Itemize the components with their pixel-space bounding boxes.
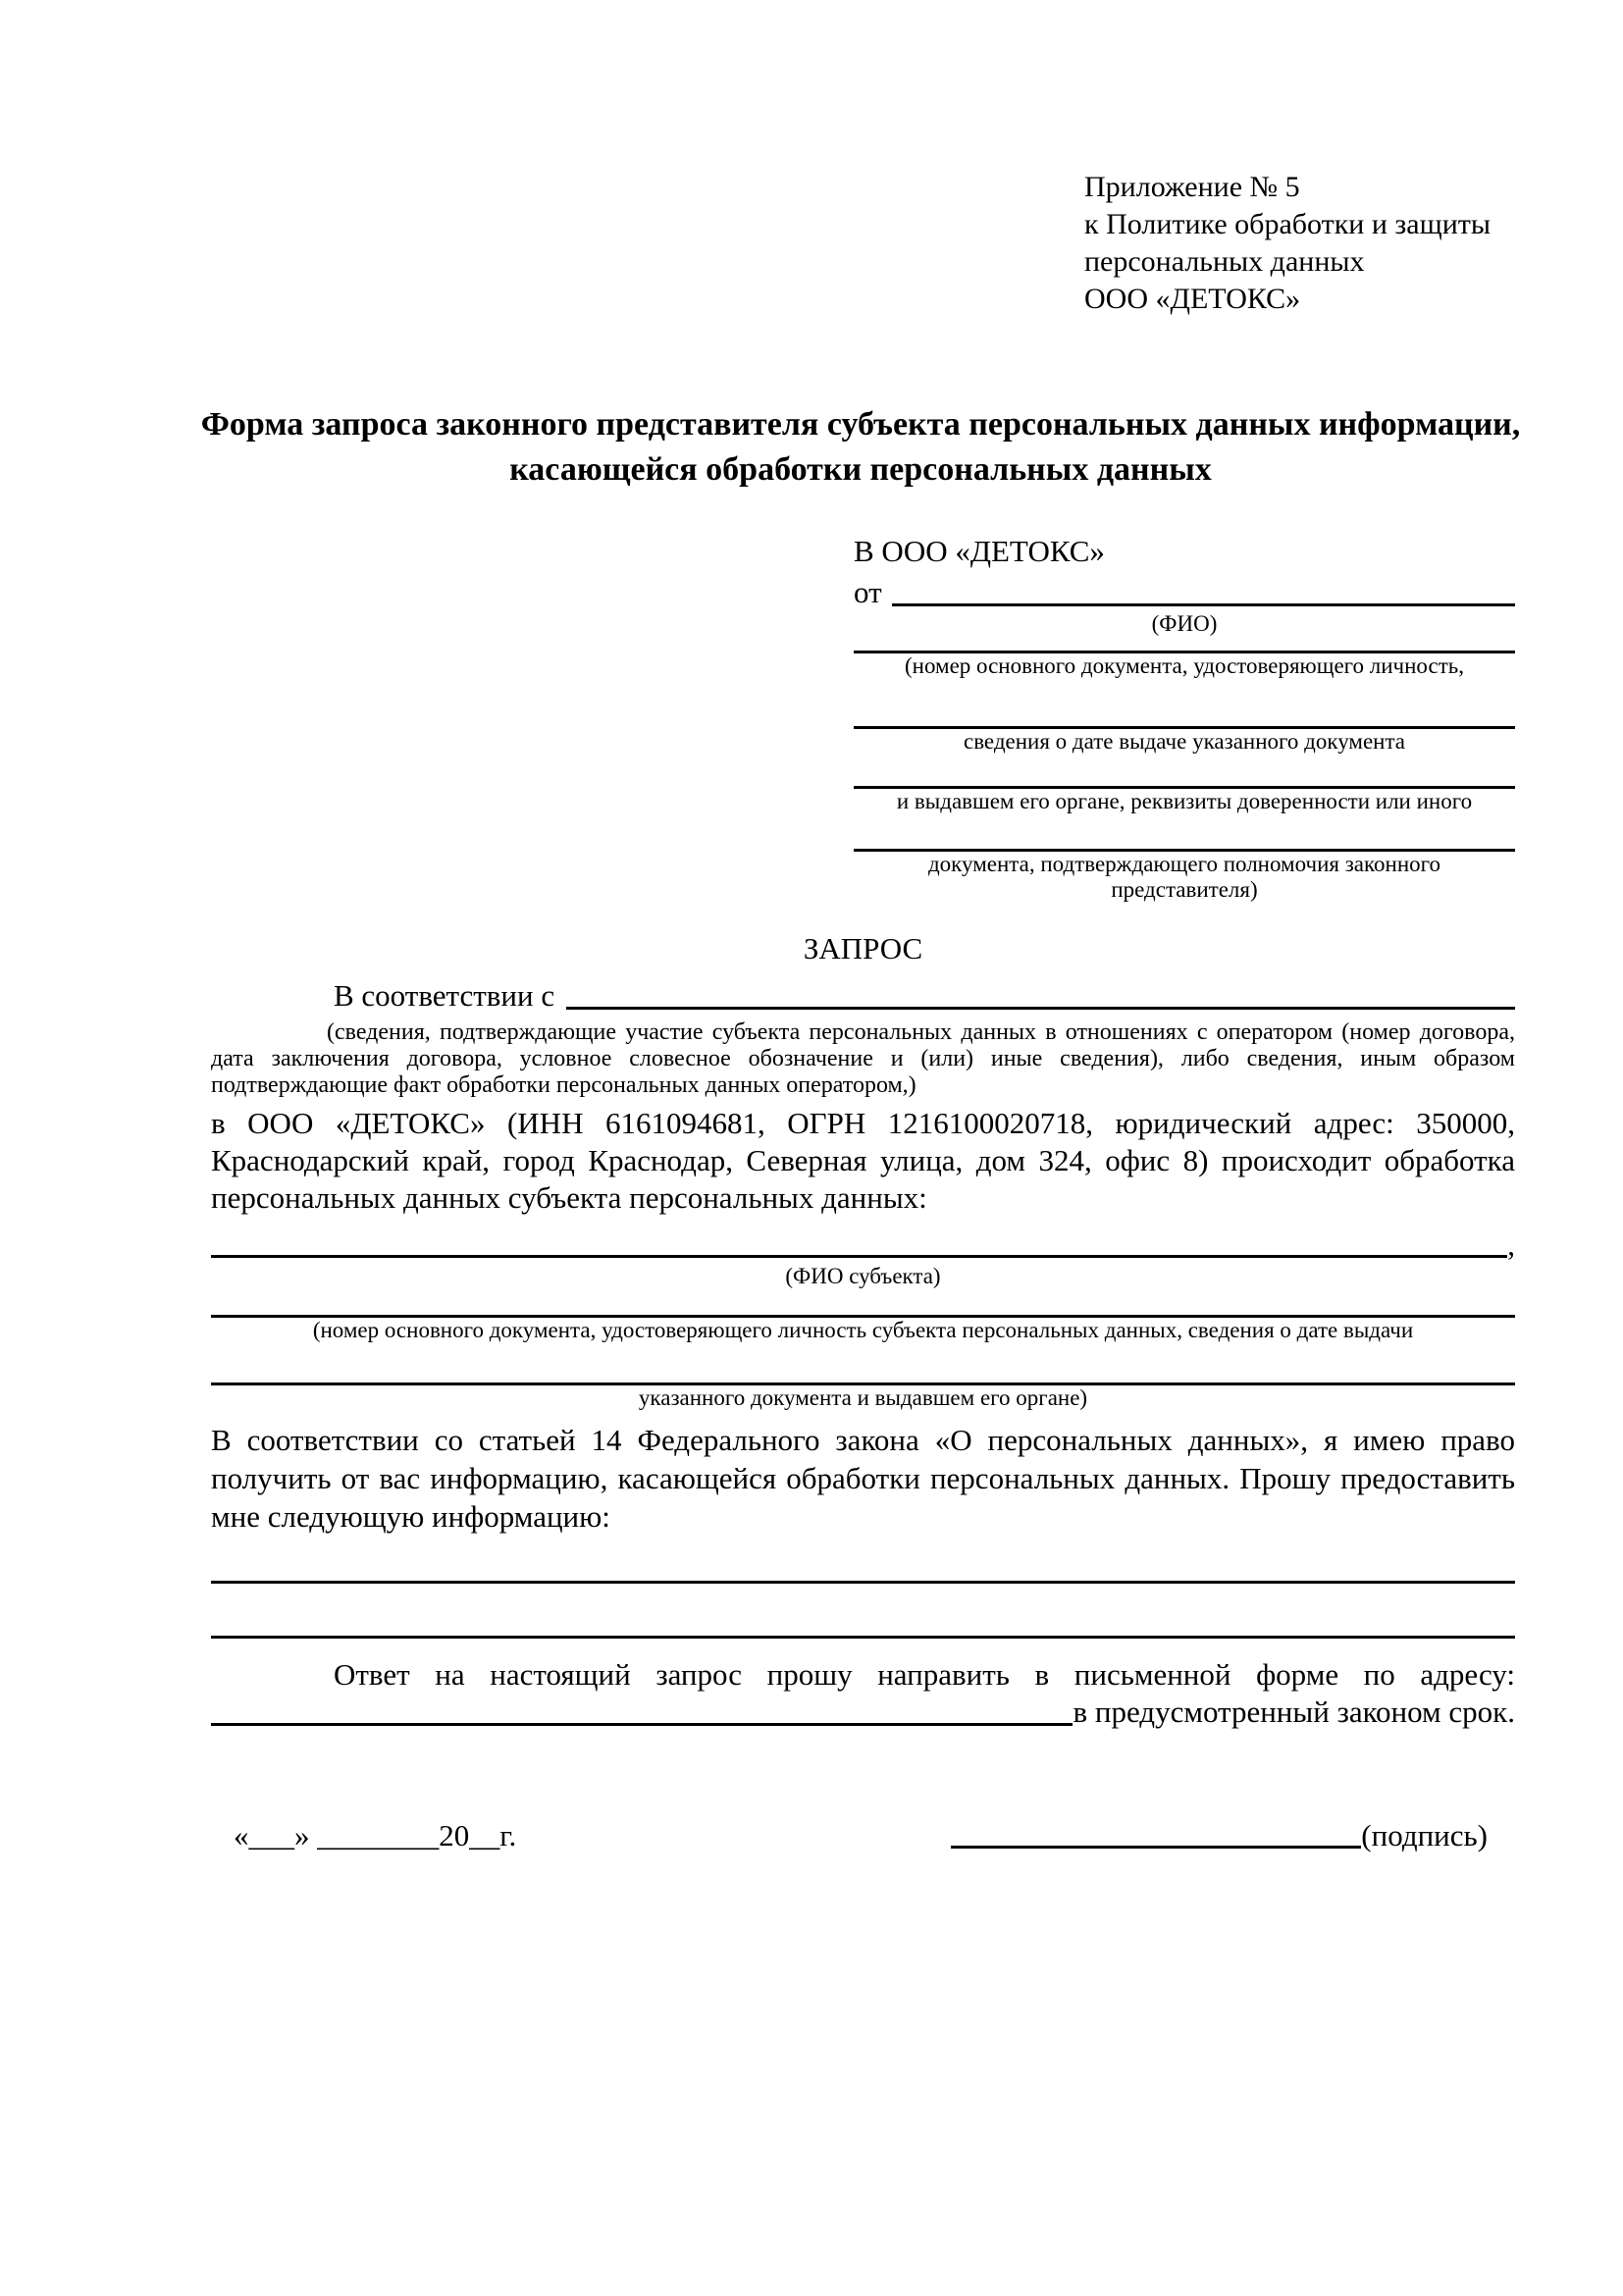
subject-fio-row	[211, 1226, 1515, 1264]
footer-row	[211, 1817, 1515, 1854]
from-label: от	[854, 575, 882, 609]
operator-paragraph: в ООО «ДЕТОКС» (ИНН 6161094681, ОГРН 1216100020718, юридический адрес: 350000, Краснодарский край, город Краснодар, Северная улица, дом 324, офис 8) происходит обработка персональных данных субъекта персональных данных:	[211, 1106, 1515, 1215]
signature-caption: (подпись)	[1361, 1818, 1488, 1852]
info-blank-line	[211, 1636, 1515, 1639]
appendix-line: ООО «ДЕТОКС»	[1084, 283, 1301, 315]
subject-fio-caption: (ФИО субъекта)	[785, 1264, 941, 1288]
intro-note: (сведения, подтверждающие участие субъекта персональных данных в отношениях с оператором (номер договора, дата заключения договора, условное словесное обозначение и (или) иные сведения), либо сведения, иным образом подтверждающие факт обработки персональных данных оператором,)	[211, 1019, 1515, 1098]
reply-tail: в предусмотренный законом срок.	[1073, 1695, 1515, 1729]
appendix-line: к Политике обработки и защиты	[1084, 208, 1492, 240]
reply-address-row	[211, 1694, 1515, 1731]
intro-row	[211, 977, 1515, 1015]
info-blank-line	[211, 1581, 1515, 1584]
doc-fill-caption: и выдавшем его органе, реквизиты доверенности или иного	[896, 789, 1473, 813]
doc-fill-line	[854, 679, 1515, 729]
doc-fill-line	[854, 637, 1515, 653]
doc-fill-caption: (номер основного документа, удостоверяющего личность,	[904, 653, 1464, 678]
trailing-comma: ,	[1507, 1227, 1515, 1262]
intro-lead: В соответствии с	[334, 978, 555, 1013]
subject-doc-caption: (номер основного документа, удостоверяющего личность субъекта персональных данных, сведения о дате выдачи	[312, 1318, 1414, 1342]
appendix-line: персональных данных	[1084, 245, 1365, 278]
request-body	[211, 930, 1515, 1854]
subject-fio-line	[211, 1226, 1507, 1258]
signature-cell	[951, 1817, 1488, 1854]
addressee-block	[854, 533, 1515, 903]
fio-caption: (ФИО)	[1151, 611, 1218, 636]
addressee-to: В ООО «ДЕТОКС»	[854, 534, 1105, 568]
date-blank: «___» ________20__г.	[234, 1818, 517, 1852]
appendix-header	[1084, 169, 1491, 318]
doc-fill-line	[854, 755, 1515, 789]
reply-paragraph: Ответ на настоящий запрос прошу направить в письменной форме по адресу:	[334, 1657, 1515, 1692]
address-fill-line	[211, 1694, 1073, 1726]
fio-fill-line	[892, 574, 1515, 606]
signature-line	[951, 1846, 1361, 1849]
subject-doc-caption: указанного документа и выдавшем его органе)	[638, 1385, 1088, 1410]
intro-fill-line	[566, 977, 1515, 1010]
law-paragraph: В соответствии со статьей 14 Федерального закона «О персональных данных», я имею право получить от вас информацию, касающейся обработки персональных данных. Прошу предоставить мне следующую информацию:	[211, 1423, 1515, 1534]
request-heading: ЗАПРОС	[803, 931, 923, 965]
doc-fill-caption: сведения о дате выдаче указанного документа	[963, 729, 1406, 754]
from-row	[854, 574, 1515, 611]
doc-fill-line	[854, 814, 1515, 852]
doc-fill-caption: документа, подтверждающего полномочия законного представителя)	[927, 852, 1440, 902]
appendix-line: Приложение № 5	[1084, 171, 1300, 203]
form-title: Форма запроса законного представителя субъекта персональных данных информации, касающейся обработки персональных данных	[200, 406, 1521, 488]
